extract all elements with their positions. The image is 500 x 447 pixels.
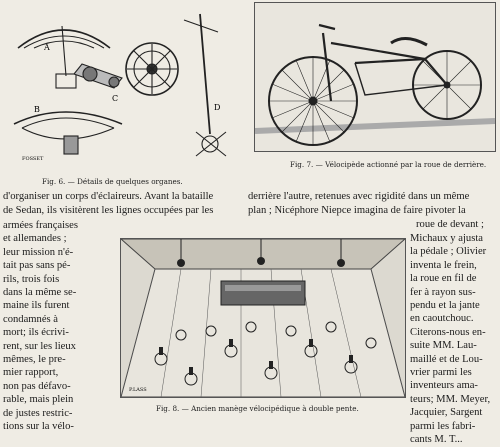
figure-7-illustration	[255, 3, 495, 151]
right-column-line: Michaux y ajusta	[410, 233, 483, 244]
figure-8	[120, 238, 406, 398]
text-line-1-left: d'organiser un corps d'éclaireurs. Avant la bataille	[3, 191, 214, 202]
left-column-line: mort; ils écrivi-	[3, 327, 69, 339]
right-column-line: en caoutchouc.	[410, 313, 474, 325]
text-line-1-right: derrière l'autre, retenues avec rigidité dans un même	[248, 191, 470, 202]
figure-8-illustration	[121, 239, 405, 397]
right-column-line: teurs; MM. Meyer,	[410, 393, 491, 405]
right-column-line: maillé et de Lou-	[410, 353, 483, 365]
right-column-line: inventeurs ama-	[410, 380, 478, 392]
fig6-label-a: A	[44, 43, 50, 52]
left-column-line: rable, mais plein	[3, 394, 74, 406]
left-column-line: et allemandes ;	[3, 233, 67, 245]
left-column-line: de justes restric-	[3, 407, 73, 419]
figure-7	[254, 2, 496, 152]
fig6-label-d: D	[214, 103, 221, 112]
right-column-line: cants M. T...	[410, 434, 463, 446]
right-column-line: inventa le frein,	[410, 259, 477, 271]
left-column-line: tait pas sans pé-	[3, 260, 71, 272]
left-text-column	[3, 219, 113, 434]
right-text-column	[410, 232, 500, 447]
left-column-line: leur mission n'é-	[3, 246, 74, 258]
right-column-line: fer à rayon sus-	[410, 286, 476, 298]
text-line-3-right: roue de devant ;	[416, 219, 484, 230]
left-column-line: maine ils furent	[3, 300, 70, 312]
figure-6	[4, 4, 236, 186]
text-line-2-right: plan ; Nicéphore Niepce imagina de faire pivoter la	[248, 205, 466, 216]
right-column-line: vrier parmi les	[410, 367, 472, 379]
right-column-line: pendu et la jante	[410, 300, 480, 312]
left-column-line: rils, trois fois	[3, 273, 60, 285]
figure-6-caption: Fig. 6. — Détails de quelques organes.	[42, 177, 183, 186]
text-line-2-left: de Sedan, ils visitèrent les lignes occupées par les	[3, 205, 214, 216]
right-column-line: Citerons-nous en-	[410, 326, 486, 338]
left-column-line: tions sur la vélo-	[3, 421, 74, 433]
left-column-line: rent, sur les lieux	[3, 340, 76, 352]
right-column-line: suite MM. Lau-	[410, 340, 477, 352]
fig8-signature: P.LASS	[129, 387, 147, 393]
figure-6-illustration	[4, 4, 236, 164]
figure-8-caption: Fig. 8. — Ancien manège vélocipédique à double pente.	[156, 404, 359, 413]
figure-7-caption: Fig. 7. — Vélocipède actionné par la roue de derrière.	[290, 160, 487, 169]
left-column-line: non pas défavo-	[3, 380, 71, 392]
right-column-line: la pédale ; Olivier	[410, 246, 487, 258]
fig6-label-c: C	[112, 94, 119, 103]
left-column-line: armées françaises	[3, 220, 78, 231]
fig6-label-b: B	[34, 105, 40, 114]
right-column-line: Jacquier, Sargent	[410, 407, 483, 419]
left-column-line: dans la même se-	[3, 287, 77, 299]
fig6-signature: FOSSET	[22, 156, 44, 162]
right-column-line: la roue en fil de	[410, 273, 477, 285]
left-column-line: mier rapport,	[3, 367, 59, 379]
left-column-line: condamnés à	[3, 313, 59, 325]
right-column-line: parmi les fabri-	[410, 420, 476, 432]
left-column-line: mêmes, le pre-	[3, 354, 66, 366]
